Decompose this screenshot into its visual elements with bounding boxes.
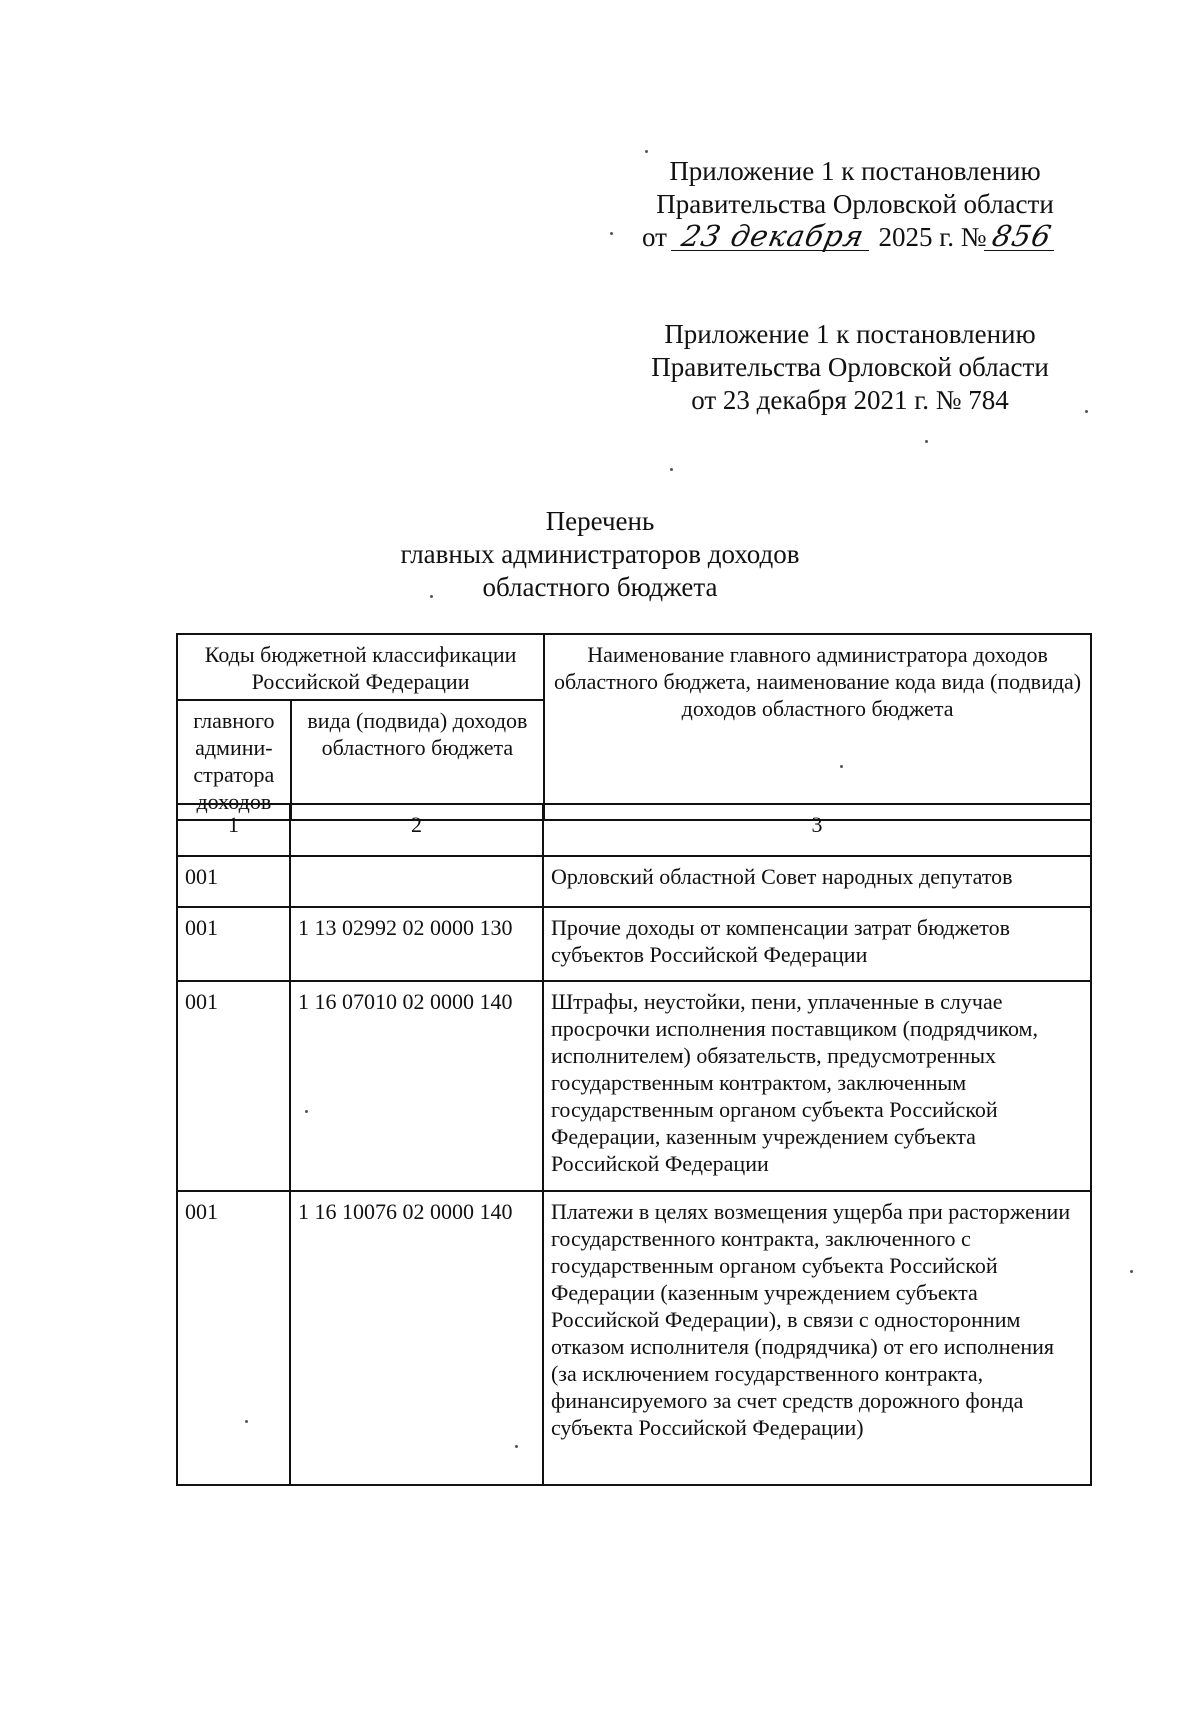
stamp-new-line1: Приложение 1 к постановлению xyxy=(669,156,1041,186)
scan-speck xyxy=(430,595,433,598)
row-revenue-code: 1 16 07010 02 0000 140 xyxy=(290,981,543,1191)
scan-speck xyxy=(840,765,843,768)
row-revenue-code xyxy=(290,856,543,907)
stamp-new-line2: Правительства Орловской области xyxy=(656,189,1054,219)
row-admin-code: 001 xyxy=(177,981,290,1191)
row-admin-code: 001 xyxy=(177,856,290,907)
table-row xyxy=(177,981,1091,1191)
table-row xyxy=(177,907,1091,981)
stamp-old-line3: от 23 декабря 2021 г. № 784 xyxy=(691,385,1009,415)
stamp-old-line1: Приложение 1 к постановлению xyxy=(664,319,1036,349)
row-admin-code: 001 xyxy=(177,907,290,981)
row-name: Орловский областной Совет народных депутатов xyxy=(543,856,1091,907)
table-row xyxy=(177,1191,1091,1485)
row-name: Штрафы, неустойки, пени, уплаченные в случае просрочки исполнения поставщиком (подрядчиком, исполнителем) обязательств, предусмотренных государственным контрактом, заключенным государственным органом субъекта Российской Федерации, казенным учреждением субъекта Российской Федерации xyxy=(543,981,1091,1191)
scan-speck xyxy=(1085,410,1088,413)
table-row xyxy=(177,856,1091,907)
row-name: Платежи в целях возмещения ущерба при расторжении государственного контракта, заключенного с государственным органом субъекта Российской Федерации (казенным учреждением субъекта Российской Федерации), в связи с односторонним отказом исполнителя (подрядчика) от его исполнения (за исключением государственного контракта, финансируемого за счет средств дорожного фонда субъекта Российской Федерации) xyxy=(543,1191,1091,1485)
title-line2: главных администраторов доходов xyxy=(400,539,800,569)
stamp-new-year: 2025 г. № xyxy=(878,222,987,252)
header-col-admin: главного админи-стратора доходов xyxy=(177,700,291,820)
col-number-3: 3 xyxy=(543,804,1091,856)
handwritten-date: 23 декабря xyxy=(671,222,875,251)
title-line1: Перечень xyxy=(545,506,655,536)
table-header xyxy=(176,633,1092,821)
stamp-old-line2: Правительства Орловской области xyxy=(651,352,1049,382)
scan-speck xyxy=(305,1110,308,1113)
col-number-1: 1 xyxy=(177,804,290,856)
row-revenue-code: 1 16 10076 02 0000 140 xyxy=(290,1191,543,1485)
col-number-2: 2 xyxy=(290,804,543,856)
scan-speck xyxy=(925,440,928,443)
appendix-stamp-old xyxy=(620,318,1080,417)
row-revenue-code: 1 13 02992 02 0000 130 xyxy=(290,907,543,981)
row-admin-code: 001 xyxy=(177,1191,290,1485)
scan-speck xyxy=(670,468,673,471)
header-col-name: Наименование главного администратора доходов областного бюджета, наименование кода вида (подвида) доходов областного бюджета xyxy=(544,634,1091,820)
scan-speck xyxy=(645,150,648,153)
stamp-new-ot: от xyxy=(642,222,667,252)
revenue-table xyxy=(176,803,1092,1486)
scan-speck xyxy=(1130,1270,1133,1273)
stamp-new-date-line xyxy=(620,221,1090,254)
scan-speck xyxy=(515,1445,518,1448)
column-numbers-row xyxy=(177,804,1091,856)
appendix-stamp-new xyxy=(620,155,1090,254)
header-col-kind: вида (подвида) доходов областного бюджета xyxy=(291,700,544,820)
scan-speck xyxy=(610,232,613,235)
header-group-codes: Коды бюджетной классификации Российской Федерации xyxy=(177,634,544,700)
title-line3: областного бюджета xyxy=(482,572,718,602)
row-name: Прочие доходы от компенсации затрат бюджетов субъектов Российской Федерации xyxy=(543,907,1091,981)
handwritten-number: 856 xyxy=(983,222,1059,251)
scan-speck xyxy=(245,1420,248,1423)
document-title xyxy=(290,505,910,604)
